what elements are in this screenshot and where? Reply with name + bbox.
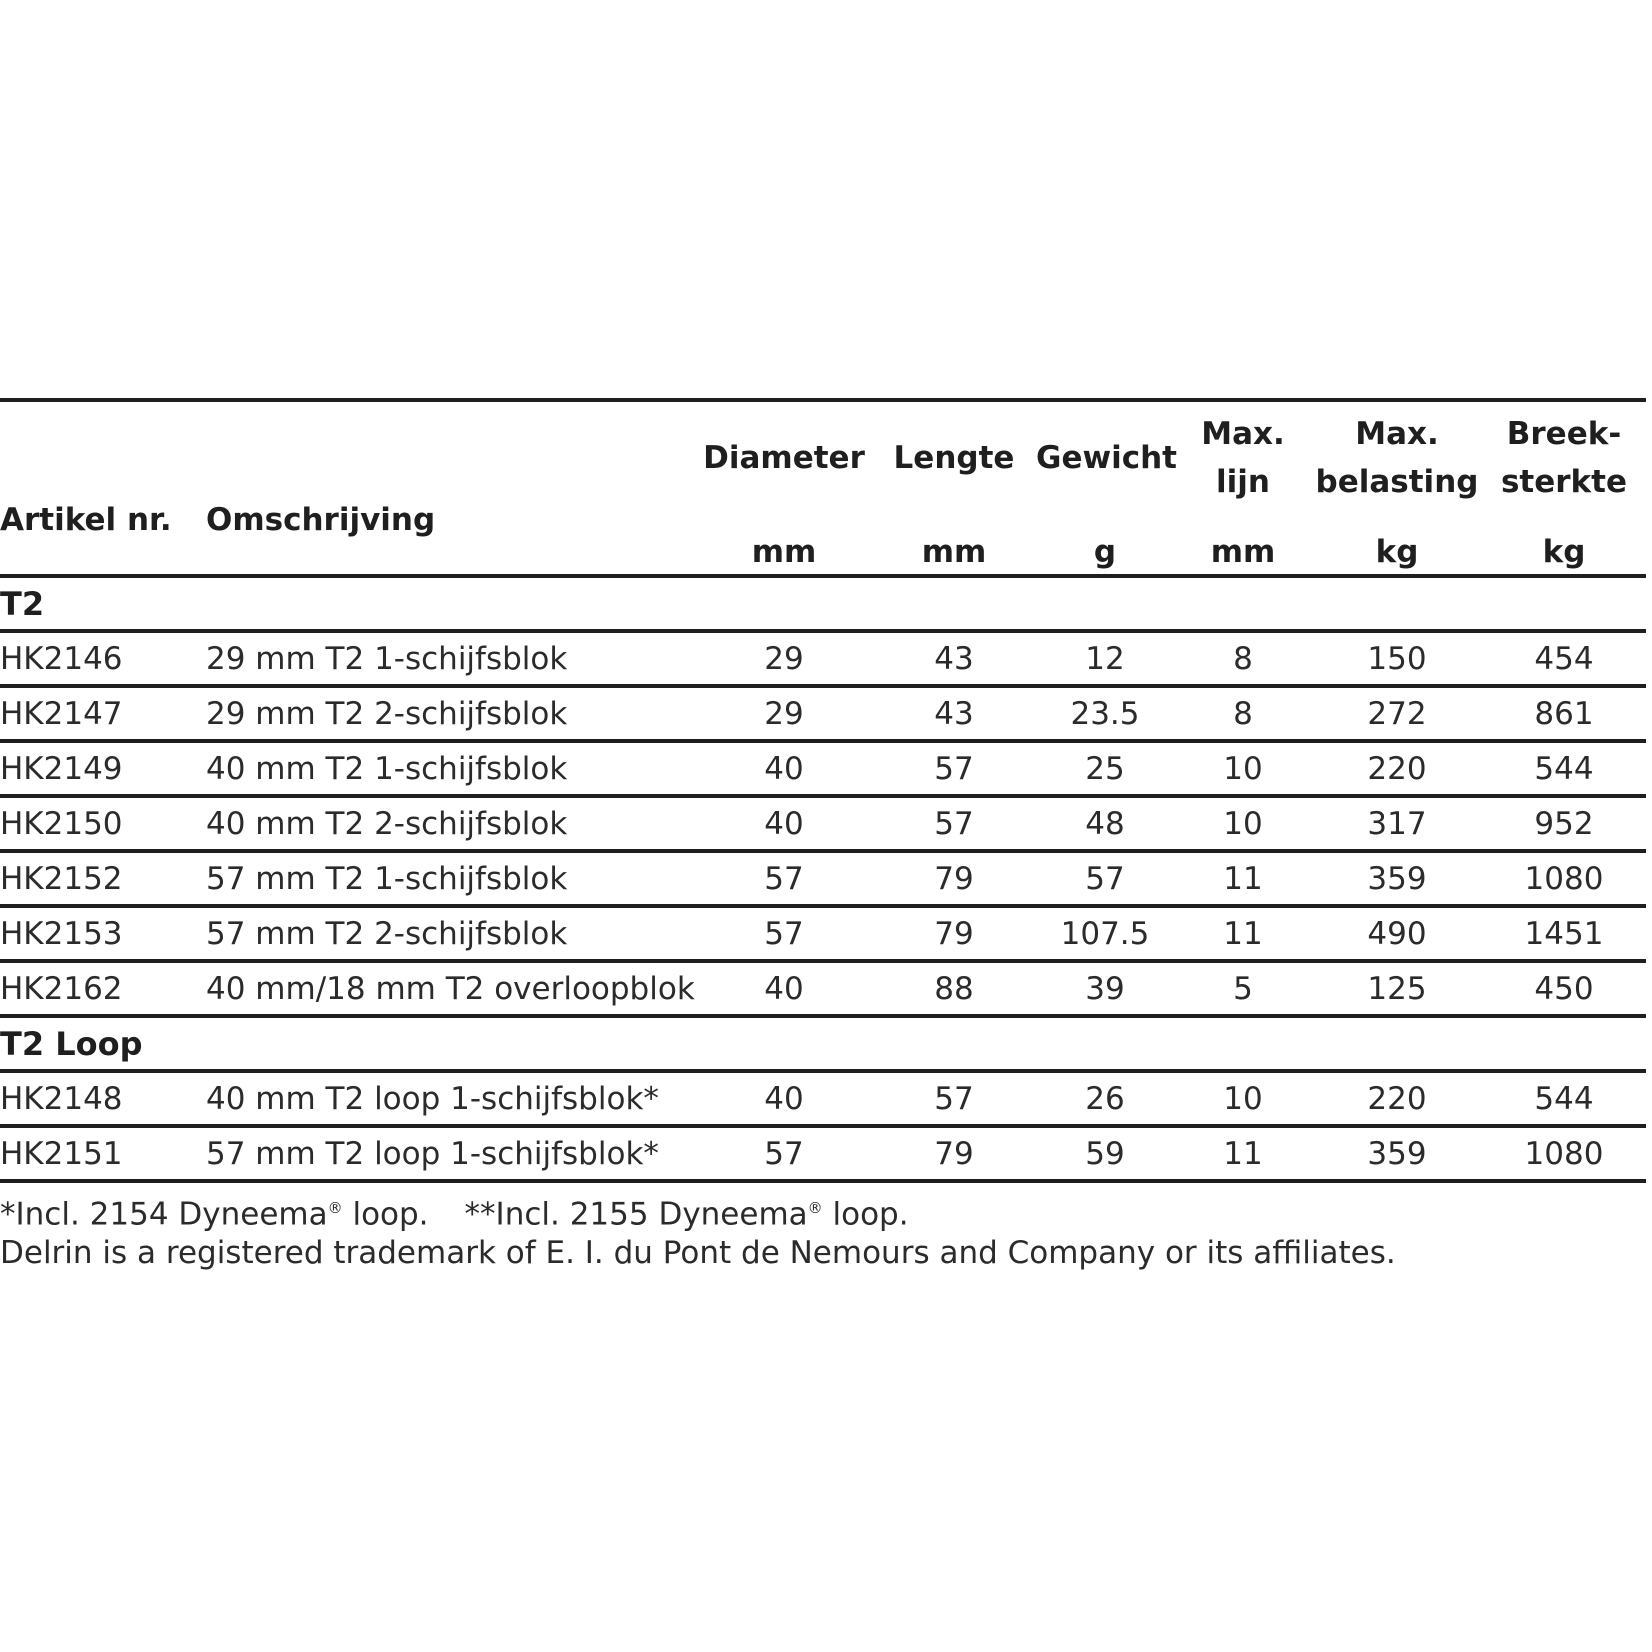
spec-table — [0, 398, 1646, 1183]
cell-gewicht: 59 — [1036, 1126, 1174, 1181]
cell-lengte: 79 — [872, 1126, 1036, 1181]
header-breeksterkte-line1: Breek- — [1506, 416, 1622, 452]
cell-gewicht: 26 — [1036, 1071, 1174, 1126]
cell-omschrijving: 57 mm T2 1-schijfsblok — [206, 851, 696, 906]
cell-max-lijn: 10 — [1174, 796, 1312, 851]
cell-diameter: 40 — [696, 741, 872, 796]
footnote-1-suffix: loop. — [342, 1196, 429, 1233]
cell-max-lijn: 10 — [1174, 741, 1312, 796]
footnote-2-text: **Incl. 2155 Dyneema — [464, 1196, 808, 1233]
cell-max-belasting: 220 — [1312, 1071, 1482, 1126]
header-lengte: Lengte — [872, 400, 1036, 514]
cell-lengte: 57 — [872, 741, 1036, 796]
cell-gewicht: 23.5 — [1036, 686, 1174, 741]
cell-artikel: HK2151 — [0, 1126, 206, 1181]
cell-max-belasting: 272 — [1312, 686, 1482, 741]
cell-max-lijn: 11 — [1174, 906, 1312, 961]
table-row — [0, 1126, 1646, 1181]
cell-breeksterkte: 450 — [1482, 961, 1646, 1016]
cell-diameter: 57 — [696, 906, 872, 961]
header-breeksterkte-line2: sterkte — [1500, 464, 1628, 500]
cell-max-belasting: 359 — [1312, 851, 1482, 906]
cell-diameter: 40 — [696, 961, 872, 1016]
cell-lengte: 79 — [872, 851, 1036, 906]
cell-breeksterkte: 1080 — [1482, 851, 1646, 906]
footnote-2-suffix: loop. — [822, 1196, 909, 1233]
table-row — [0, 796, 1646, 851]
table-row — [0, 1071, 1646, 1126]
cell-max-belasting: 317 — [1312, 796, 1482, 851]
cell-artikel: HK2148 — [0, 1071, 206, 1126]
cell-artikel: HK2153 — [0, 906, 206, 961]
unit-max-lijn: mm — [1174, 514, 1312, 576]
table-row — [0, 906, 1646, 961]
cell-max-lijn: 5 — [1174, 961, 1312, 1016]
cell-diameter: 29 — [696, 631, 872, 686]
group-title: T2 Loop — [0, 1016, 1646, 1071]
cell-diameter: 40 — [696, 796, 872, 851]
unit-lengte: mm — [872, 514, 1036, 576]
cell-omschrijving: 40 mm T2 2-schijfsblok — [206, 796, 696, 851]
group-row — [0, 1016, 1646, 1071]
footnote-trademark: Delrin is a registered trademark of E. I. du Pont de Nemours and Company or its affiliates. — [0, 1235, 1396, 1272]
table-row — [0, 741, 1646, 796]
spec-sheet — [0, 398, 1646, 1273]
cell-gewicht: 48 — [1036, 796, 1174, 851]
cell-artikel: HK2152 — [0, 851, 206, 906]
cell-max-belasting: 125 — [1312, 961, 1482, 1016]
header-artikel: Artikel nr. — [0, 430, 206, 544]
cell-max-lijn: 8 — [1174, 631, 1312, 686]
cell-max-lijn: 10 — [1174, 1071, 1312, 1126]
cell-breeksterkte: 1451 — [1482, 906, 1646, 961]
table-row — [0, 961, 1646, 1016]
cell-omschrijving: 57 mm T2 2-schijfsblok — [206, 906, 696, 961]
cell-max-belasting: 490 — [1312, 906, 1482, 961]
cell-gewicht: 57 — [1036, 851, 1174, 906]
cell-lengte: 88 — [872, 961, 1036, 1016]
header-max-belasting-line2: belasting — [1315, 464, 1479, 500]
cell-max-lijn: 8 — [1174, 686, 1312, 741]
cell-max-lijn: 11 — [1174, 1126, 1312, 1181]
footnote-dyneema — [0, 1189, 1646, 1234]
unit-max-belasting: kg — [1312, 514, 1482, 576]
table-row — [0, 686, 1646, 741]
cell-max-lijn: 11 — [1174, 851, 1312, 906]
cell-omschrijving: 40 mm/18 mm T2 overloopblok — [206, 961, 696, 1016]
cell-breeksterkte: 1080 — [1482, 1126, 1646, 1181]
cell-breeksterkte: 861 — [1482, 686, 1646, 741]
cell-gewicht: 25 — [1036, 741, 1174, 796]
unit-breeksterkte: kg — [1482, 514, 1646, 576]
cell-max-belasting: 359 — [1312, 1126, 1482, 1181]
cell-diameter: 57 — [696, 1126, 872, 1181]
cell-lengte: 57 — [872, 1071, 1036, 1126]
cell-gewicht: 39 — [1036, 961, 1174, 1016]
cell-diameter: 57 — [696, 851, 872, 906]
cell-omschrijving: 40 mm T2 loop 1-schijfsblok* — [206, 1071, 696, 1126]
header-max-lijn — [1174, 400, 1312, 514]
cell-omschrijving: 40 mm T2 1-schijfsblok — [206, 741, 696, 796]
footnote-1-text: *Incl. 2154 Dyneema — [0, 1196, 328, 1233]
table-body — [0, 576, 1646, 1181]
table-row — [0, 631, 1646, 686]
cell-breeksterkte: 544 — [1482, 741, 1646, 796]
unit-gewicht: g — [1036, 514, 1174, 576]
cell-artikel: HK2150 — [0, 796, 206, 851]
cell-breeksterkte: 544 — [1482, 1071, 1646, 1126]
header-max-lijn-line2: lijn — [1216, 464, 1270, 500]
header-diameter: Diameter — [696, 400, 872, 514]
header-max-belasting-line1: Max. — [1355, 416, 1439, 452]
cell-lengte: 79 — [872, 906, 1036, 961]
cell-artikel: HK2147 — [0, 686, 206, 741]
cell-artikel: HK2149 — [0, 741, 206, 796]
cell-gewicht: 107.5 — [1036, 906, 1174, 961]
cell-artikel: HK2146 — [0, 631, 206, 686]
cell-max-belasting: 150 — [1312, 631, 1482, 686]
cell-artikel: HK2162 — [0, 961, 206, 1016]
group-row — [0, 576, 1646, 631]
footnotes — [0, 1189, 1646, 1273]
cell-diameter: 29 — [696, 686, 872, 741]
cell-diameter: 40 — [696, 1071, 872, 1126]
unit-diameter: mm — [696, 514, 872, 576]
cell-omschrijving: 29 mm T2 1-schijfsblok — [206, 631, 696, 686]
cell-lengte: 57 — [872, 796, 1036, 851]
cell-omschrijving: 57 mm T2 loop 1-schijfsblok* — [206, 1126, 696, 1181]
header-gewicht: Gewicht — [1036, 400, 1174, 514]
group-title: T2 — [0, 576, 1646, 631]
header-max-lijn-line1: Max. — [1201, 416, 1285, 452]
cell-breeksterkte: 952 — [1482, 796, 1646, 851]
cell-gewicht: 12 — [1036, 631, 1174, 686]
cell-breeksterkte: 454 — [1482, 631, 1646, 686]
table-header — [0, 400, 1646, 576]
cell-lengte: 43 — [872, 631, 1036, 686]
header-max-belasting — [1312, 400, 1482, 514]
table-row — [0, 851, 1646, 906]
cell-lengte: 43 — [872, 686, 1036, 741]
header-omschrijving: Omschrijving — [206, 430, 696, 544]
cell-omschrijving: 29 mm T2 2-schijfsblok — [206, 686, 696, 741]
cell-max-belasting: 220 — [1312, 741, 1482, 796]
registered-mark-1: ® — [327, 1199, 343, 1217]
registered-mark-2: ® — [807, 1199, 823, 1217]
header-breeksterkte — [1482, 400, 1646, 514]
